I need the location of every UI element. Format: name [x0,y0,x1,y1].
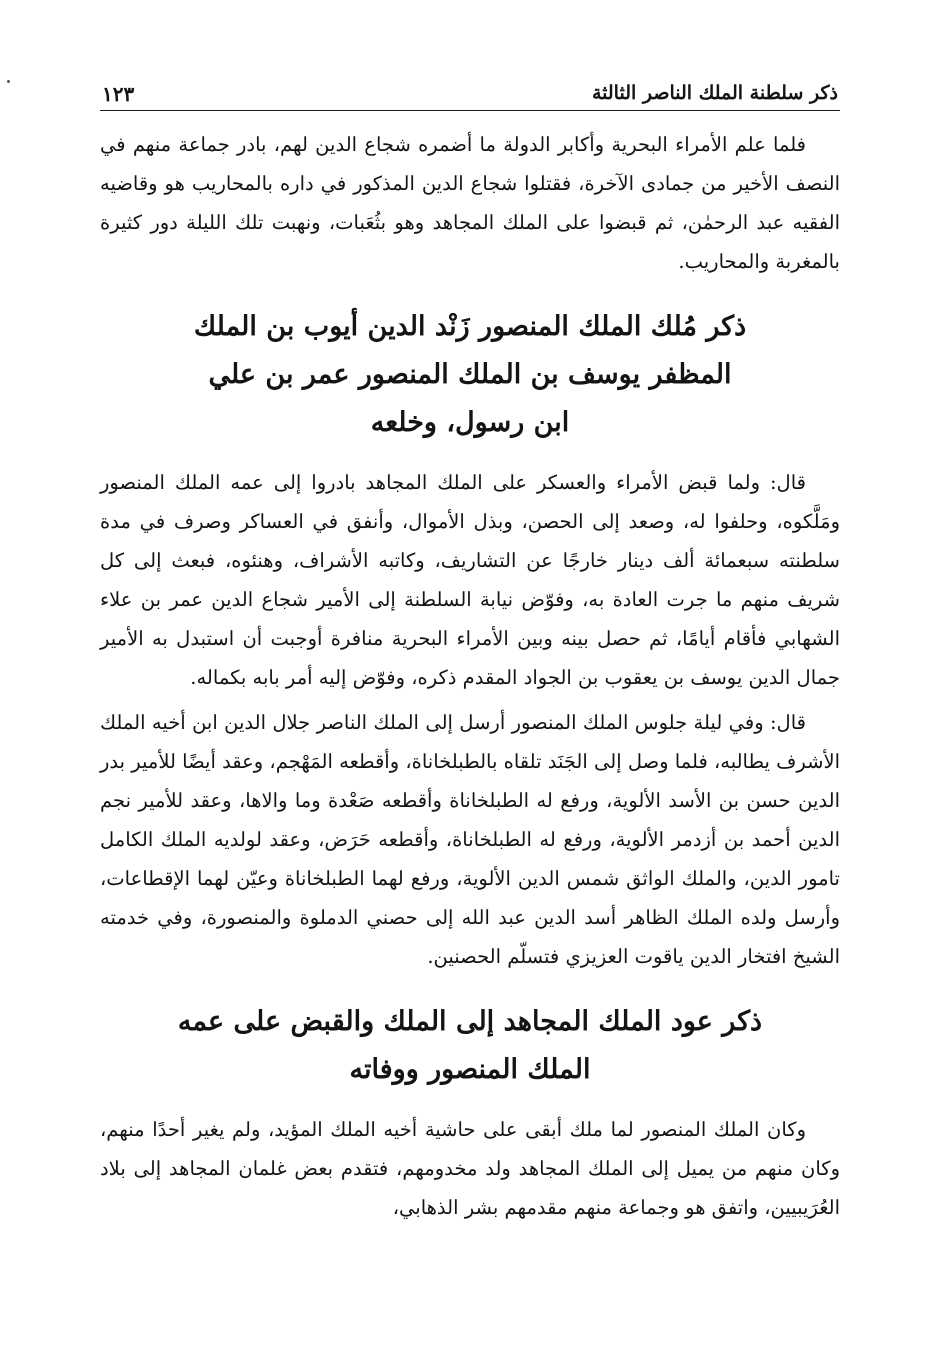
heading-2-line-1: ذكر عود الملك المجاهد إلى الملك والقبض على عمه [177,1006,763,1037]
section-heading-2 [100,998,840,1094]
book-page [100,72,840,1342]
heading-1-line-3: ابن رسول، وخلعه [370,407,570,438]
heading-1-line-2: المظفر يوسف بن الملك المنصور عمر بن علي [208,359,732,390]
paragraph-2: قال: ولما قبض الأمراء والعسكر على الملك المجاهد بادروا إلى عمه الملك المنصور ومَلَّكوه، وحلفوا له، وصعد إلى الحصن، وبذل الأموال، وأنفق في العساكر وصرف في مدة سلطنته سبعمائة ألف دينار خارجًا عن التشاريف، وكاتبه الأشراف، وهنئوه، فبعث إلى كل شريف منهم ما جرت العادة به، وفوّض نيابة السلطنة إلى الأمير شجاع الدين عمر بن علاء الشهابي فأقام أيامًا، ثم حصل بينه وبين الأمراء البحرية منافرة أوجبت أن استبدل به الأمير جمال الدين يوسف بن يعقوب بن الجواد المقدم ذكره، وفوّض إليه أمر بابه بكماله. [100,471,840,689]
paragraph-3: قال: وفي ليلة جلوس الملك المنصور أرسل إلى الملك الناصر جلال الدين ابن أخيه الملك الأشرف يطالبه، فلما وصل إلى الجَنَد تلقاه بالطبلخاناة، وأقطعه المَهْجم، وعقد أيضًا للأمير بدر الدين حسن بن الأسد الألوية، ورفع له الطبلخاناة وأقطعه صَعْدة وما والاها، وعقد للأمير نجم الدين أحمد بن أزدمر الألوية، ورفع له الطبلخاناة، وأقطعه حَرَض، وعقد لولديه الملك الكامل تامور الدين، والملك الواثق شمس الدين الألوية، ورفع لهما الطبلخاناة وعيّن لهما الإقطاعات، وأرسل ولده الملك الظاهر أسد الدين عبد الله إلى حصني الدملوة والمنصورة، وفي خدمته الشيخ افتخار الدين ياقوت العزيزي فتسلّم الحصنين. [100,711,840,968]
page-number: ١٢٣ [102,82,135,106]
paragraph-1: فلما علم الأمراء البحرية وأكابر الدولة ما أضمره شجاع الدين لهم، بادر جماعة منهم في النصف الأخير من جمادى الآخرة، فقتلوا شجاع الدين المذكور في داره بالمحاريب هو وقاضيه الفقيه عبد الرحمٰن، ثم قبضوا على الملك المجاهد وهو بثُعَبات، ونهبت تلك الليلة دور كثيرة بالمغربة والمحاريب. [100,133,840,273]
running-header [100,72,840,111]
scan-speck [7,80,10,83]
section-heading-1 [100,303,840,447]
running-title: ذكر سلطنة الملك الناصر الثالثة [591,82,838,104]
heading-1-line-1: ذكر مُلك الملك المنصور زَنْد الدين أيوب بن الملك [193,311,747,342]
paragraph-4: وكان الملك المنصور لما ملك أبقى على حاشية أخيه الملك المؤيد، ولم يغير أحدًا منهم، وكان منهم من يميل إلى الملك المجاهد ولد مخدومهم، فتقدم بعض غلمان المجاهد إلى بلاد العُرَيبيين، واتفق هو وجماعة منهم مقدمهم بشر الذهابي، [100,1118,840,1219]
page-body [100,111,840,1227]
heading-2-line-2: الملك المنصور ووفاته [349,1054,591,1085]
